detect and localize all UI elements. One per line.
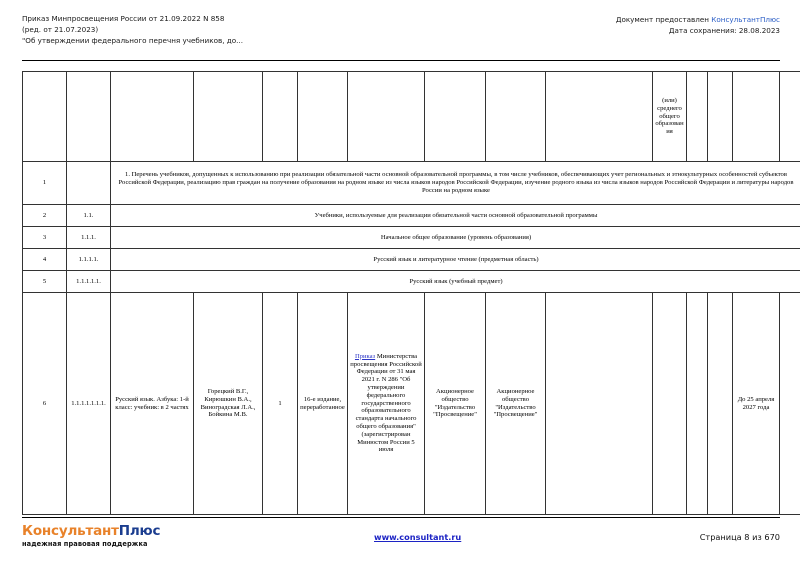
header-provenance <box>616 14 780 36</box>
header-divider <box>22 60 780 61</box>
textbook-cell-13 <box>708 293 733 515</box>
row-code: 1.1.1.1. <box>67 249 111 271</box>
consultant-plus-brand: КонсультантПлюс <box>711 15 780 24</box>
row-code: 1.1.1.1.1.1.1. <box>67 293 111 515</box>
page-footer <box>22 524 780 558</box>
row-code: 1.1. <box>67 205 111 227</box>
logo-word-plus: Плюс <box>118 523 161 539</box>
textbook-registry-table <box>22 71 800 515</box>
row-section-title: 1. Перечень учебников, допущенных к использованию при реализации обязательной части основной образовательной программы, в том числе учебников, обеспечивающих учет региональных и этнокультурных особенностей субъектов Российской Федерации, реализацию прав граждан на получение образования на родном языке из числа языков народов Российской Федерации, изучение родного языка из числа языков народов Российской Федерации и литературы народов России на родном языке <box>111 162 800 205</box>
order-hyperlink[interactable]: Приказ <box>354 352 376 360</box>
header-cell-8 <box>425 72 486 162</box>
textbook-cell-10 <box>546 293 653 515</box>
textbook-cell-11 <box>653 293 687 515</box>
header-cell-7 <box>348 72 425 162</box>
consultant-plus-logo <box>22 524 160 549</box>
logo-wordmark <box>22 524 160 539</box>
row-code: 1.1.1. <box>67 227 111 249</box>
header-cell-3 <box>111 72 194 162</box>
textbook-cell-12 <box>687 293 708 515</box>
provided-by-label: Документ предоставлен <box>615 15 712 24</box>
consultant-website-link[interactable]: www.consultant.ru <box>374 532 462 542</box>
textbook-title: Русский язык. Азбука: 1-й класс: учебник: в 2 частях <box>111 293 194 515</box>
textbook-authors: Горецкий В.Г., Кирюшкин В.А., Виноградская Л.А., Бойкина М.В. <box>194 293 263 515</box>
textbook-standard-reference <box>348 293 425 515</box>
header-cell-2 <box>67 72 111 162</box>
provided-by-line <box>616 14 780 25</box>
document-title-line-1: Приказ Минпросвещения России от 21.09.2022 N 858 <box>22 14 225 23</box>
row-section-title: Начальное общее образование (уровень образования) <box>111 227 800 249</box>
header-cell-14 <box>733 72 780 162</box>
textbook-registry-table-wrap <box>22 71 794 515</box>
row-section-title: Учебники, используемые для реализации обязательной части основной образовательной программы <box>111 205 800 227</box>
table-row <box>23 205 800 227</box>
document-reference <box>22 14 243 46</box>
header-cell-10 <box>546 72 653 162</box>
row-number: 4 <box>23 249 67 271</box>
table-row-textbook-entry <box>23 293 800 515</box>
table-row <box>23 271 800 293</box>
textbook-publisher-2: Акционерное общество "Издательство "Просвещение" <box>486 293 546 515</box>
order-reference-text: Министерства просвещения Российской Федерации от 31 мая 2021 г. N 286 "Об утверждении федерального государственного образовательного стандарта начального общего образования" (зарегистрирован Минюстом России 5 июля <box>350 352 422 454</box>
document-title-line-2: (ред. от 21.07.2023) <box>22 24 99 34</box>
row-number: 2 <box>23 205 67 227</box>
textbook-valid-until: До 25 апреля 2027 года <box>733 293 780 515</box>
saved-date: Дата сохранения: 28.08.2023 <box>668 26 780 35</box>
row-section-title: Русский язык (учебный предмет) <box>111 271 800 293</box>
textbook-edition: 16-е издание, переработанное <box>298 293 348 515</box>
textbook-cell-15 <box>780 293 800 515</box>
table-row <box>23 227 800 249</box>
header-cell-5 <box>263 72 298 162</box>
header-cell-15 <box>780 72 800 162</box>
header-cell-education-level: (или) среднего общего образования <box>653 72 687 162</box>
document-title-line-3: "Об утверждении федерального перечня учебников, до... <box>22 35 243 45</box>
textbook-class: 1 <box>263 293 298 515</box>
table-row <box>23 249 800 271</box>
header-cell-12 <box>687 72 708 162</box>
page-number-label: Страница 8 из 670 <box>699 532 780 542</box>
row-code: 1.1.1.1.1. <box>67 271 111 293</box>
header-cell-13 <box>708 72 733 162</box>
logo-tagline: надежная правовая поддержка <box>22 540 148 548</box>
row-number: 1 <box>23 162 67 205</box>
row-number: 6 <box>23 293 67 515</box>
row-number: 3 <box>23 227 67 249</box>
footer-divider <box>22 517 780 518</box>
logo-word-consultant: Консультант <box>22 523 119 539</box>
page-header <box>22 14 780 58</box>
row-section-title: Русский язык и литературное чтение (предметная область) <box>111 249 800 271</box>
row-number: 5 <box>23 271 67 293</box>
row-code <box>67 162 111 205</box>
header-cell-4 <box>194 72 263 162</box>
header-cell-6 <box>298 72 348 162</box>
header-cell-9 <box>486 72 546 162</box>
header-cell-1 <box>23 72 67 162</box>
textbook-publisher-1: Акционерное общество "Издательство "Просвещение" <box>425 293 486 515</box>
table-header-row <box>23 72 800 162</box>
table-row <box>23 162 800 205</box>
